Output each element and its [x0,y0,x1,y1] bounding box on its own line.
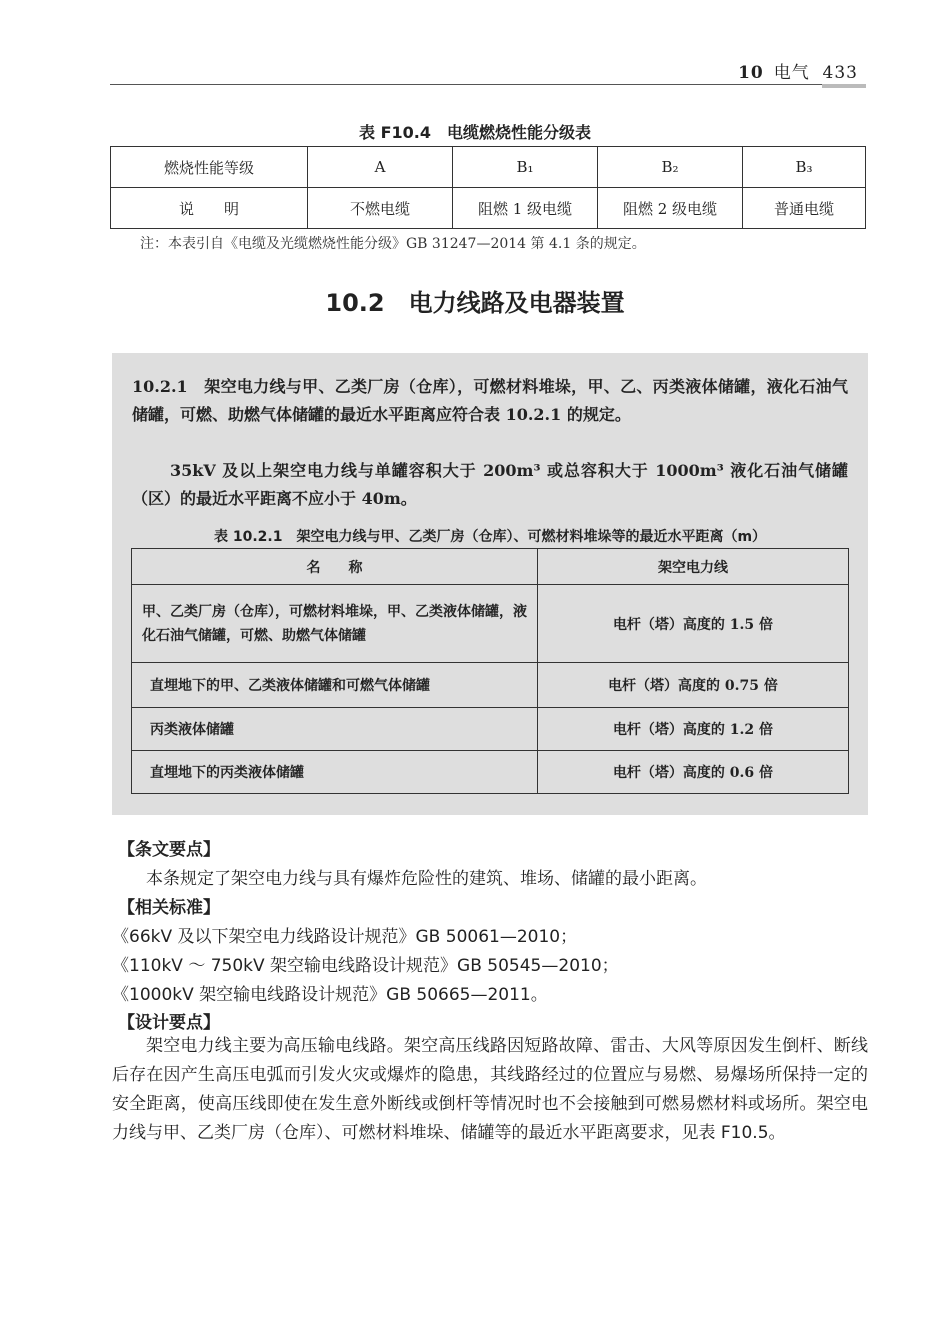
section-label-key-points: 【条文要点】 [118,840,220,860]
section-title: 10.2 电力线路及电器装置 [325,289,625,317]
table-1021-caption: 表 10.2.1 架空电力线与甲、乙类厂房（仓库）、可燃材料堆垛等的最近水平距离（m） [213,529,767,545]
section-label-standards: 【相关标准】 [118,898,220,918]
table-header-cell: 架空电力线 [538,549,849,585]
table-cell: 丙类液体储罐 [132,708,538,751]
clause-paragraph: 10.2.1 架空电力线与甲、乙类厂房（仓库），可燃材料堆垛，甲、乙、丙类液体储罐，液化石油气储罐，可燃、助燃气体储罐的最近水平距离应符合表 10.2.1 的规定。 [132,377,848,424]
standard-item: 《1000kV 架空输电线路设计规范》GB 50665—2011。 [112,985,548,1005]
table-row [132,585,849,663]
table-cell: B₁ [453,147,598,188]
table-row [132,708,849,751]
table-f104 [110,146,866,229]
table-cell: 阻燃 2 级电缆 [598,188,743,229]
standard-item: 《66kV 及以下架空电力线路设计规范》GB 50061—2010； [112,927,578,947]
design-paragraph: 架空电力线主要为高压输电线路。架空高压线路因短路故障、雷击、大风等原因发生倒杆、断线后存在因产生高压电弧而引发火灾或爆炸的隐患，其线路经过的位置应与易燃、易爆场所保持一定的安全距离，使高压线即使在发生意外断线或倒杆等情况时也不会接触到可燃易燃材料或场所。架空电力线与甲、乙类厂房（仓库）、可燃材料堆垛、储罐等的最近水平距离要求，见表 F10.5。 [112,1036,868,1143]
table-header-row [132,549,849,585]
table-header-cell: 名 称 [132,549,538,585]
table-1021 [131,548,849,794]
table-cell: A [308,147,453,188]
table-cell: 直埋地下的甲、乙类液体储罐和可燃气体储罐 [132,663,538,708]
page-number: 433 [822,63,858,83]
page-header [110,58,866,84]
table-cell: 普通电缆 [743,188,866,229]
standard-item: 《110kV ～ 750kV 架空输电线路设计规范》GB 50545—2010； [112,956,619,976]
clause-paragraph-2: 35kV 及以上架空电力线与单罐容积大于 200m³ 或总容积大于 1000m³ 液化石油气储罐（区）的最近水平距离不应小于 40m。 [132,461,848,508]
table-cell: 电杆（塔）高度的 0.6 倍 [538,751,849,794]
table-row [132,663,849,708]
header-text [738,58,858,83]
table-row [132,751,849,794]
clause-box [112,353,868,815]
table-cell: 直埋地下的丙类液体储罐 [132,751,538,794]
table-cell: 电杆（塔）高度的 1.5 倍 [538,585,849,663]
table-cell: 甲、乙类厂房（仓库），可燃材料堆垛，甲、乙类液体储罐，液化石油气储罐，可燃、助燃气体储罐 [132,585,538,663]
table-row [111,147,866,188]
table-cell: 电杆（塔）高度的 0.75 倍 [538,663,849,708]
table-f104-note: 注：本表引自《电缆及光缆燃烧性能分级》GB 31247—2014 第 4.1 条的规定。 [140,236,646,252]
table-cell: B₃ [743,147,866,188]
table-cell: 说 明 [111,188,308,229]
chapter-title: 电气 [773,63,810,83]
table-cell: 阻燃 1 级电缆 [453,188,598,229]
table-cell: 不燃电缆 [308,188,453,229]
section-label-design: 【设计要点】 [118,1013,220,1033]
table-cell: 燃烧性能等级 [111,147,308,188]
table-f104-caption: 表 F10.4 电缆燃烧性能分级表 [359,123,591,142]
header-rule [110,84,866,85]
chapter-number: 10 [738,63,764,83]
table-cell: 电杆（塔）高度的 1.2 倍 [538,708,849,751]
table-cell: B₂ [598,147,743,188]
table-row [111,188,866,229]
key-points-text: 本条规定了架空电力线与具有爆炸危险性的建筑、堆场、储罐的最小距离。 [146,869,707,889]
header-tab [822,84,866,88]
